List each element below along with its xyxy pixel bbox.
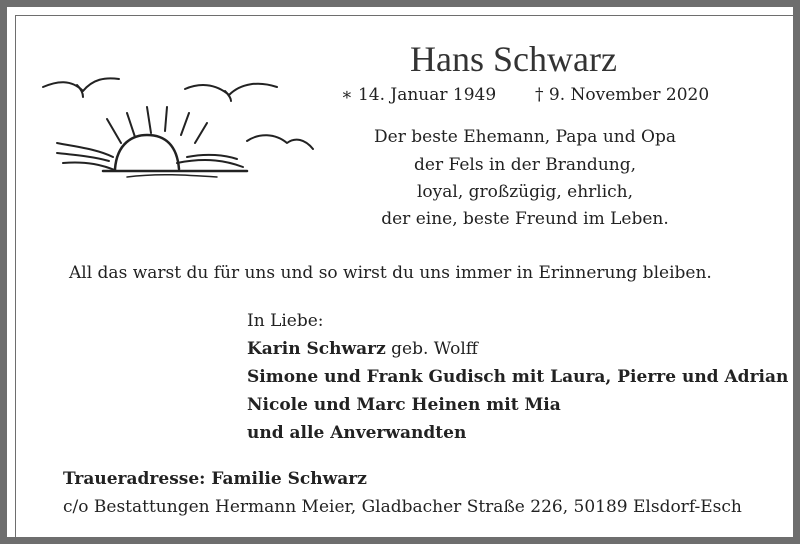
signature-line: Nicole und Marc Heinen mit Mia <box>247 395 561 415</box>
signature-line: Simone und Frank Gudisch mit Laura, Pierre und Adrian <box>247 367 789 387</box>
address-line: c/o Bestattungen Hermann Meier, Gladbacher Straße 226, 50189 Elsdorf-Esch <box>63 497 742 517</box>
memorial-quote: All das warst du für uns und so wirst du uns immer in Erinnerung bleiben. <box>69 263 712 283</box>
verse-line: der eine, beste Freund im Leben. <box>381 209 669 229</box>
signature-line: und alle Anverwandten <box>247 423 467 443</box>
birth-date <box>341 87 496 104</box>
sunset-with-birds-icon <box>37 69 327 179</box>
address-heading: Traueradresse: Familie Schwarz <box>63 469 367 489</box>
signature-intro: In Liebe: <box>247 311 324 331</box>
signature-line <box>247 341 478 358</box>
verse-line: loyal, großzügig, ehrlich, <box>416 182 634 202</box>
verse-line: der Fels in der Brandung, <box>414 155 636 175</box>
signature-maiden-name: geb. Wolff <box>385 339 478 359</box>
verse-line: Der beste Ehemann, Papa und Opa <box>374 127 676 147</box>
deceased-name: Hans Schwarz <box>410 39 617 79</box>
death-date-text: 9. November 2020 <box>548 85 710 105</box>
birth-date-text: 14. Januar 1949 <box>357 85 497 105</box>
death-cross-icon: † <box>535 85 544 105</box>
death-date <box>535 87 709 104</box>
birth-star-icon: ∗ <box>341 85 353 105</box>
signature-name: Karin Schwarz <box>247 339 386 359</box>
